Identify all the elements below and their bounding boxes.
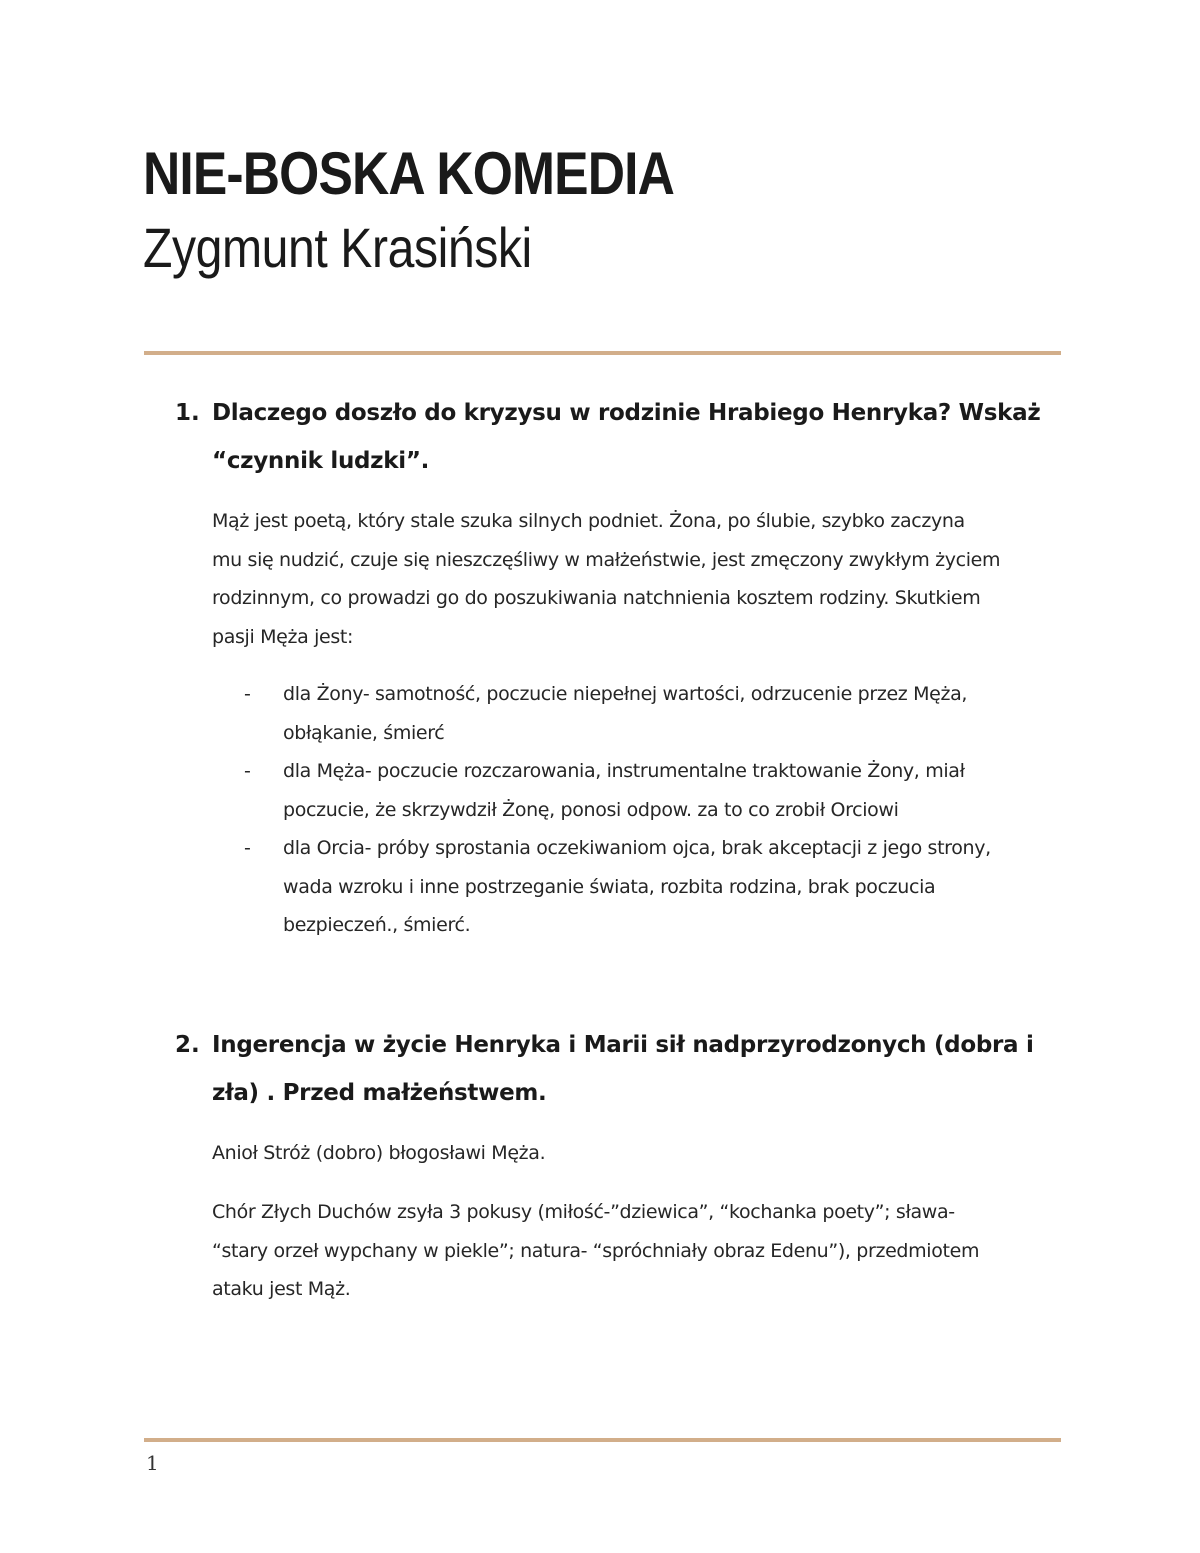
paragraph-line: Mąż jest poetą, który stale szuka silnych podniet. Żona, po ślubie, szybko zaczyna <box>212 510 965 532</box>
bullet-marker: - <box>244 683 251 705</box>
section-2-paragraph-2 <box>212 1193 1072 1309</box>
bullet-line: dla Orcia- próby sprostania oczekiwaniom ojca, brak akceptacji z jego strony, <box>283 837 991 859</box>
paragraph-line: rodzinnym, co prowadzi go do poszukiwania natchnienia kosztem rodziny. Skutkiem <box>212 587 981 609</box>
section-2-number: 2. <box>175 1032 200 1058</box>
bullet-line: bezpieczeń., śmierć. <box>283 914 471 936</box>
bullet-item-orcio <box>283 829 1073 945</box>
section-1-question <box>212 389 1062 485</box>
bullet-line: dla Żony- samotność, poczucie niepełnej wartości, odrzucenie przez Męża, <box>283 683 968 705</box>
section-2-question-line-2: zła) . Przed małżeństwem. <box>212 1080 547 1106</box>
bullet-marker: - <box>244 837 251 859</box>
footer-divider <box>144 1438 1061 1442</box>
section-1-number: 1. <box>175 400 200 426</box>
section-1-question-line-2: “czynnik ludzki”. <box>212 448 430 474</box>
bullet-line: dla Męża- poczucie rozczarowania, instrumentalne traktowanie Żony, miał <box>283 760 965 782</box>
paragraph-line: ataku jest Mąż. <box>212 1278 351 1300</box>
bullet-line: obłąkanie, śmierć <box>283 721 445 744</box>
document-author: Zygmunt Krasiński <box>143 216 532 279</box>
bullet-line: poczucie, że skrzywdził Żonę, ponosi odpow. za to co zrobił Orciowi <box>283 798 899 821</box>
paragraph-line: Anioł Stróż (dobro) błogosławi Męża. <box>212 1142 546 1164</box>
paragraph-line: pasji Męża jest: <box>212 625 354 648</box>
paragraph-line: “stary orzeł wypchany w piekle”; natura- “spróchniały obraz Edenu”), przedmiotem <box>212 1239 980 1262</box>
section-2-paragraph-1 <box>212 1134 1072 1173</box>
section-2-question <box>212 1021 1062 1117</box>
bullet-item-maz <box>283 752 1073 829</box>
paragraph-line: mu się nudzić, czuje się nieszczęśliwy w małżeństwie, jest zmęczony zwykłym życiem <box>212 548 1001 571</box>
paragraph-line: Chór Złych Duchów zsyła 3 pokusy (miłość-”dziewica”, “kochanka poety”; sława- <box>212 1201 955 1223</box>
header-divider <box>144 351 1061 355</box>
bullet-marker: - <box>244 760 251 782</box>
page-number: 1 <box>146 1451 159 1475</box>
section-2-question-line-1: Ingerencja w życie Henryka i Marii sił nadprzyrodzonych (dobra i <box>212 1032 1034 1058</box>
bullet-line: wada wzroku i inne postrzeganie świata, rozbita rodzina, brak poczucia <box>283 875 936 898</box>
section-1-question-line-1: Dlaczego doszło do kryzysu w rodzinie Hrabiego Henryka? Wskaż <box>212 400 1041 426</box>
bullet-item-zona <box>283 675 1073 752</box>
section-1-answer-paragraph <box>212 502 1072 656</box>
document-title: NIE-BOSKA KOMEDIA <box>143 140 675 207</box>
